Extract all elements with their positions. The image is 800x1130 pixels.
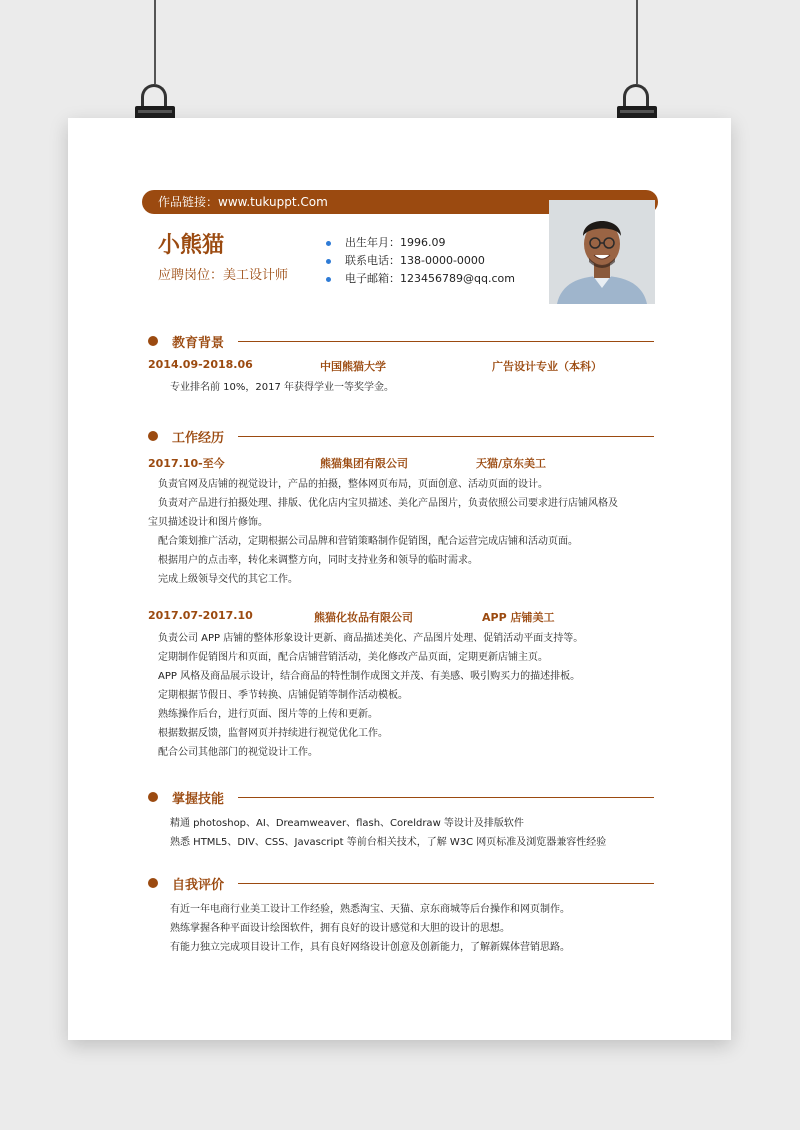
section-divider	[238, 436, 654, 437]
section-bullet-icon	[148, 431, 158, 441]
job1-line: 负责官网及店铺的视觉设计，产品的拍摄，整体网页布局，页面创意、活动页面的设计。	[158, 479, 548, 490]
section-title: 教育背景	[172, 336, 225, 351]
job1-company: 熊猫集团有限公司	[320, 457, 408, 470]
job2-line: 定期制作促销图片和页面，配合店铺营销活动，美化修改产品页面，定期更新店铺主页。	[158, 652, 548, 663]
job2-line: 定期根据节假日、季节转换、店铺促销等制作活动模板。	[158, 690, 408, 701]
job2-period: 2017.07-2017.10	[148, 609, 253, 622]
bullet-dot-icon	[326, 241, 331, 246]
section-self-evaluation	[148, 874, 654, 894]
bullet-dot-icon	[326, 259, 331, 264]
info-phone	[326, 252, 485, 268]
bullet-dot-icon	[326, 277, 331, 282]
job2-role: APP 店铺美工	[482, 611, 555, 624]
job2-company: 熊猫化妆品有限公司	[314, 611, 413, 624]
section-divider	[238, 797, 654, 798]
info-email	[326, 270, 515, 286]
self-line: 有能力独立完成项目设计工作，具有良好网络设计创意及创新能力，了解新媒体营销思路。	[170, 942, 570, 953]
resume-paper	[68, 118, 731, 1040]
section-divider	[238, 883, 654, 884]
edu-desc: 专业排名前 10%，2017 年获得学业一等奖学金。	[170, 382, 395, 393]
section-title: 掌握技能	[172, 792, 225, 807]
job1-line: 根据用户的点击率，转化来调整方向，同时支持业务和领导的临时需求。	[158, 555, 478, 566]
info-birth	[326, 234, 446, 250]
skill-line: 熟悉 HTML5、DIV、CSS、Javascript 等前台相关技术，了解 W3C 网页标准及浏览器兼容性经验	[170, 837, 607, 848]
skill-line: 精通 photoshop、AI、Dreamweaver、flash、Coreldraw 等设计及排版软件	[170, 818, 524, 829]
section-title: 工作经历	[172, 431, 225, 446]
job1-line: 负责对产品进行拍摄处理、排版、优化店内宝贝描述、美化产品图片，负责依照公司要求进行店铺风格及	[158, 498, 618, 509]
candidate-name: 小熊猫	[158, 233, 225, 258]
self-line: 有近一年电商行业美工设计工作经验，熟悉淘宝、天猫、京东商城等后台操作和网页制作。	[170, 904, 570, 915]
job1-line: 配合策划推广活动，定期根据公司品牌和营销策略制作促销图，配合运营完成店铺和活动页面。	[158, 536, 578, 547]
section-bullet-icon	[148, 792, 158, 802]
avatar-icon	[549, 200, 655, 304]
job2-line: 负责公司 APP 店铺的整体形象设计更新、商品描述美化、产品图片处理、促销活动平面支持等。	[158, 633, 584, 644]
section-education	[148, 332, 654, 352]
applied-position: 应聘岗位：美工设计师	[158, 268, 289, 283]
job2-line: 配合公司其他部门的视觉设计工作。	[158, 747, 318, 758]
section-title: 自我评价	[172, 878, 225, 893]
edu-school: 中国熊猫大学	[320, 360, 386, 373]
job1-period: 2017.10-至今	[148, 457, 225, 470]
job1-role: 天猫/京东美工	[476, 457, 547, 470]
info-birth-text: 出生年月：1996.09	[345, 236, 446, 249]
section-divider	[238, 341, 654, 342]
section-work	[148, 427, 654, 447]
info-phone-text: 联系电话：138-0000-0000	[345, 254, 485, 267]
info-email-text: 电子邮箱：123456789@qq.com	[345, 272, 515, 285]
section-bullet-icon	[148, 878, 158, 888]
self-line: 熟练掌握各种平面设计绘图软件，拥有良好的设计感觉和大胆的设计的思想。	[170, 923, 510, 934]
job2-line: APP 风格及商品展示设计，结合商品的特性制作成图文并茂、有美感、吸引购买力的描述排板。	[158, 671, 581, 682]
job2-line: 根据数据反馈，监督网页并持续进行视觉优化工作。	[158, 728, 388, 739]
hanging-wire-left	[154, 0, 156, 84]
job1-line: 宝贝描述设计和图片修饰。	[148, 517, 268, 528]
section-bullet-icon	[148, 336, 158, 346]
job2-line: 熟练操作后台，进行页面、图片等的上传和更新。	[158, 709, 378, 720]
job1-line: 完成上级领导交代的其它工作。	[158, 574, 298, 585]
edu-period: 2014.09-2018.06	[148, 358, 253, 371]
section-skills	[148, 788, 654, 808]
profile-photo	[549, 200, 655, 304]
edu-major: 广告设计专业（本科）	[492, 360, 602, 373]
portfolio-link-text[interactable]: 作品链接：www.tukuppt.Com	[158, 195, 328, 209]
hanging-wire-right	[636, 0, 638, 84]
